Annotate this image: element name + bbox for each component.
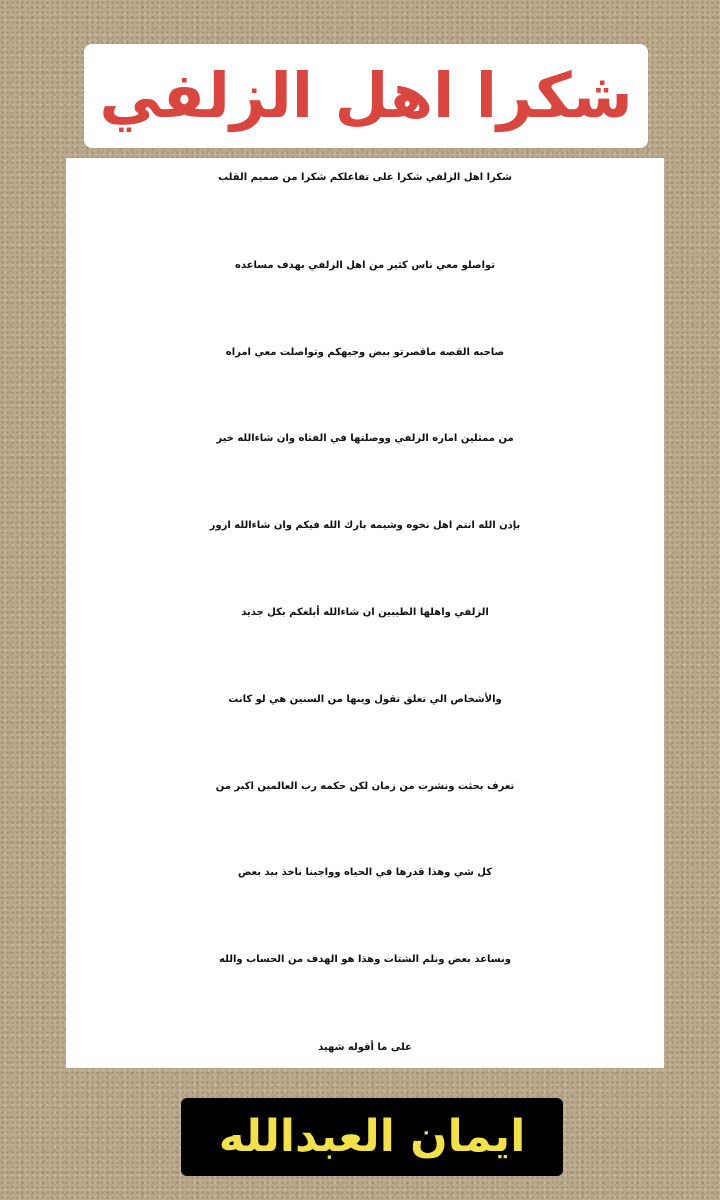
title-card — [84, 44, 648, 148]
message-line: على ما أقوله شهيد — [318, 1042, 412, 1053]
message-line: من ممثلين اماره الزلفي ووصلتها في الفتاه وان شاءالله خير — [216, 433, 514, 444]
message-line: تواصلو معي ناس كثير من اهل الزلفي بهدف مساعده — [234, 260, 496, 271]
message-line: والأشخاص الي تعلق تقول وينها من السنين هي لو كانت — [228, 694, 502, 705]
signature-card — [181, 1098, 563, 1176]
message-line: كل شي وهذا قدرها في الحياه وواجبنا ناخذ بيد بعض — [237, 867, 493, 878]
message-line: تعرف بحثت ونشرت من زمان لكن حكمه رب العالمين اكبر من — [215, 781, 515, 792]
message-line: ونساعد بعض ونلم الشتات وهذا هو الهدف من الحساب والله — [219, 954, 511, 965]
message-line: صاحبه القصه ماقصرتو بيض وجيهكم وتواصلت معي امراه — [225, 347, 505, 358]
message-line: بإذن الله انتم اهل نخوه وشيمه بارك الله فيكم وان شاءالله ازور — [209, 520, 521, 531]
page-title: شكرا اهل الزلفي — [99, 59, 633, 132]
message-line: الزلفي واهلها الطيبين ان شاءالله أبلغكم بكل جديد — [241, 607, 489, 618]
author-signature: ايمان العبدالله — [218, 1111, 526, 1162]
message-line: شكرا اهل الزلفي شكرا على تفاعلكم شكرا من صميم القلب — [218, 172, 512, 183]
message-panel — [66, 158, 664, 1068]
